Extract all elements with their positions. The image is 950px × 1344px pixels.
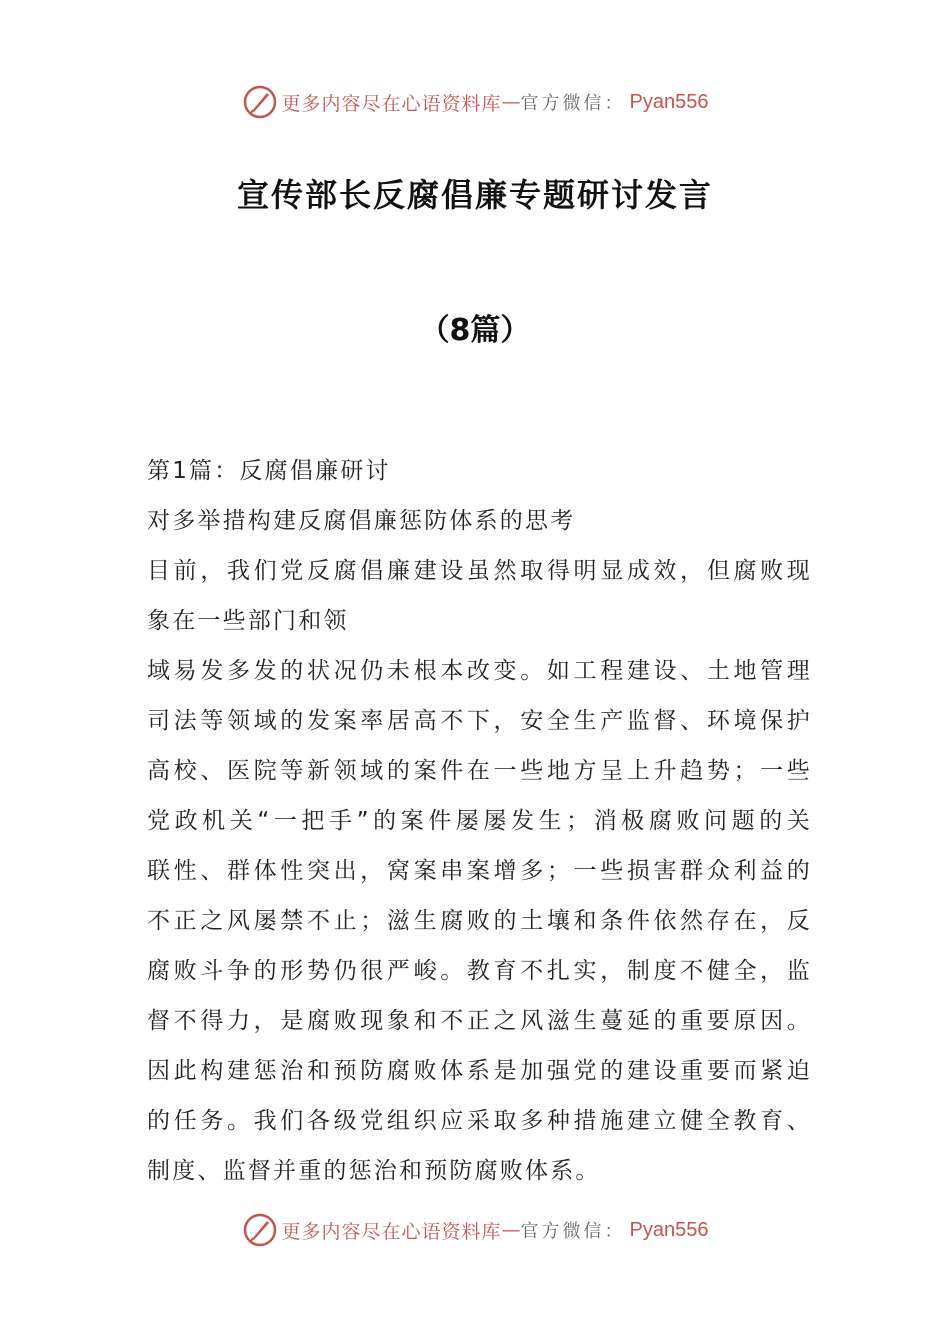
body-line: 党政机关“一把手”的案件屡屡发生；消极腐败问题的关 bbox=[147, 808, 812, 834]
body-line: 对多举措构建反腐倡廉惩防体系的思考 bbox=[147, 508, 576, 534]
body-line: 督不得力，是腐败现象和不正之风滋生蔓延的重要原因。 bbox=[147, 1008, 812, 1034]
banner-dash: — bbox=[501, 1219, 521, 1241]
body-line: 域易发多发的状况仍未根本改变。如工程建设、土地管理 bbox=[147, 658, 812, 684]
body-line: 因此构建惩治和预防腐败体系是加强党的建设重要而紧迫 bbox=[147, 1058, 812, 1084]
body-line: 不正之风屡禁不止；滋生腐败的土壤和条件依然存在，反 bbox=[147, 908, 812, 934]
body-line: 的任务。我们各级党组织应采取多种措施建立健全教育、 bbox=[147, 1108, 812, 1134]
document-subtitle: （8篇） bbox=[419, 313, 531, 348]
header-banner bbox=[0, 82, 950, 122]
body-line: 目前，我们党反腐倡廉建设虽然取得明显成效，但腐败现 bbox=[147, 558, 812, 584]
footer-banner bbox=[0, 1210, 950, 1250]
body-line: 联性、群体性突出，窝案串案增多；一些损害群众利益的 bbox=[147, 858, 812, 884]
quill-pen-logo-icon bbox=[242, 84, 278, 120]
banner-wechat-id: Pyan556 bbox=[629, 1218, 709, 1241]
banner-wechat-id: Pyan556 bbox=[629, 90, 709, 113]
body-line: 司法等领域的发案率居高不下，安全生产监督、环境保护 bbox=[147, 708, 812, 734]
body-line: 象在一些部门和领 bbox=[147, 608, 349, 634]
banner-wechat-label: 官方微信： bbox=[520, 1221, 626, 1242]
banner-wechat-label: 官方微信： bbox=[520, 93, 626, 114]
banner-dash: — bbox=[501, 91, 521, 113]
document-title: 宣传部长反腐倡廉专题研讨发言 bbox=[236, 176, 713, 214]
banner-main-text: 更多内容尽在心语资料库 bbox=[281, 1220, 502, 1243]
quill-pen-logo-icon bbox=[242, 1212, 278, 1248]
body-line: 腐败斗争的形势仍很严峻。教育不扎实，制度不健全，监 bbox=[147, 958, 812, 984]
body-line: 第1篇：反腐倡廉研讨 bbox=[147, 458, 391, 484]
body-line: 制度、监督并重的惩治和预防腐败体系。 bbox=[147, 1158, 601, 1184]
banner-main-text: 更多内容尽在心语资料库 bbox=[281, 92, 502, 115]
body-line: 高校、医院等新领域的案件在一些地方呈上升趋势；一些 bbox=[147, 758, 812, 784]
document-body bbox=[147, 446, 812, 1196]
